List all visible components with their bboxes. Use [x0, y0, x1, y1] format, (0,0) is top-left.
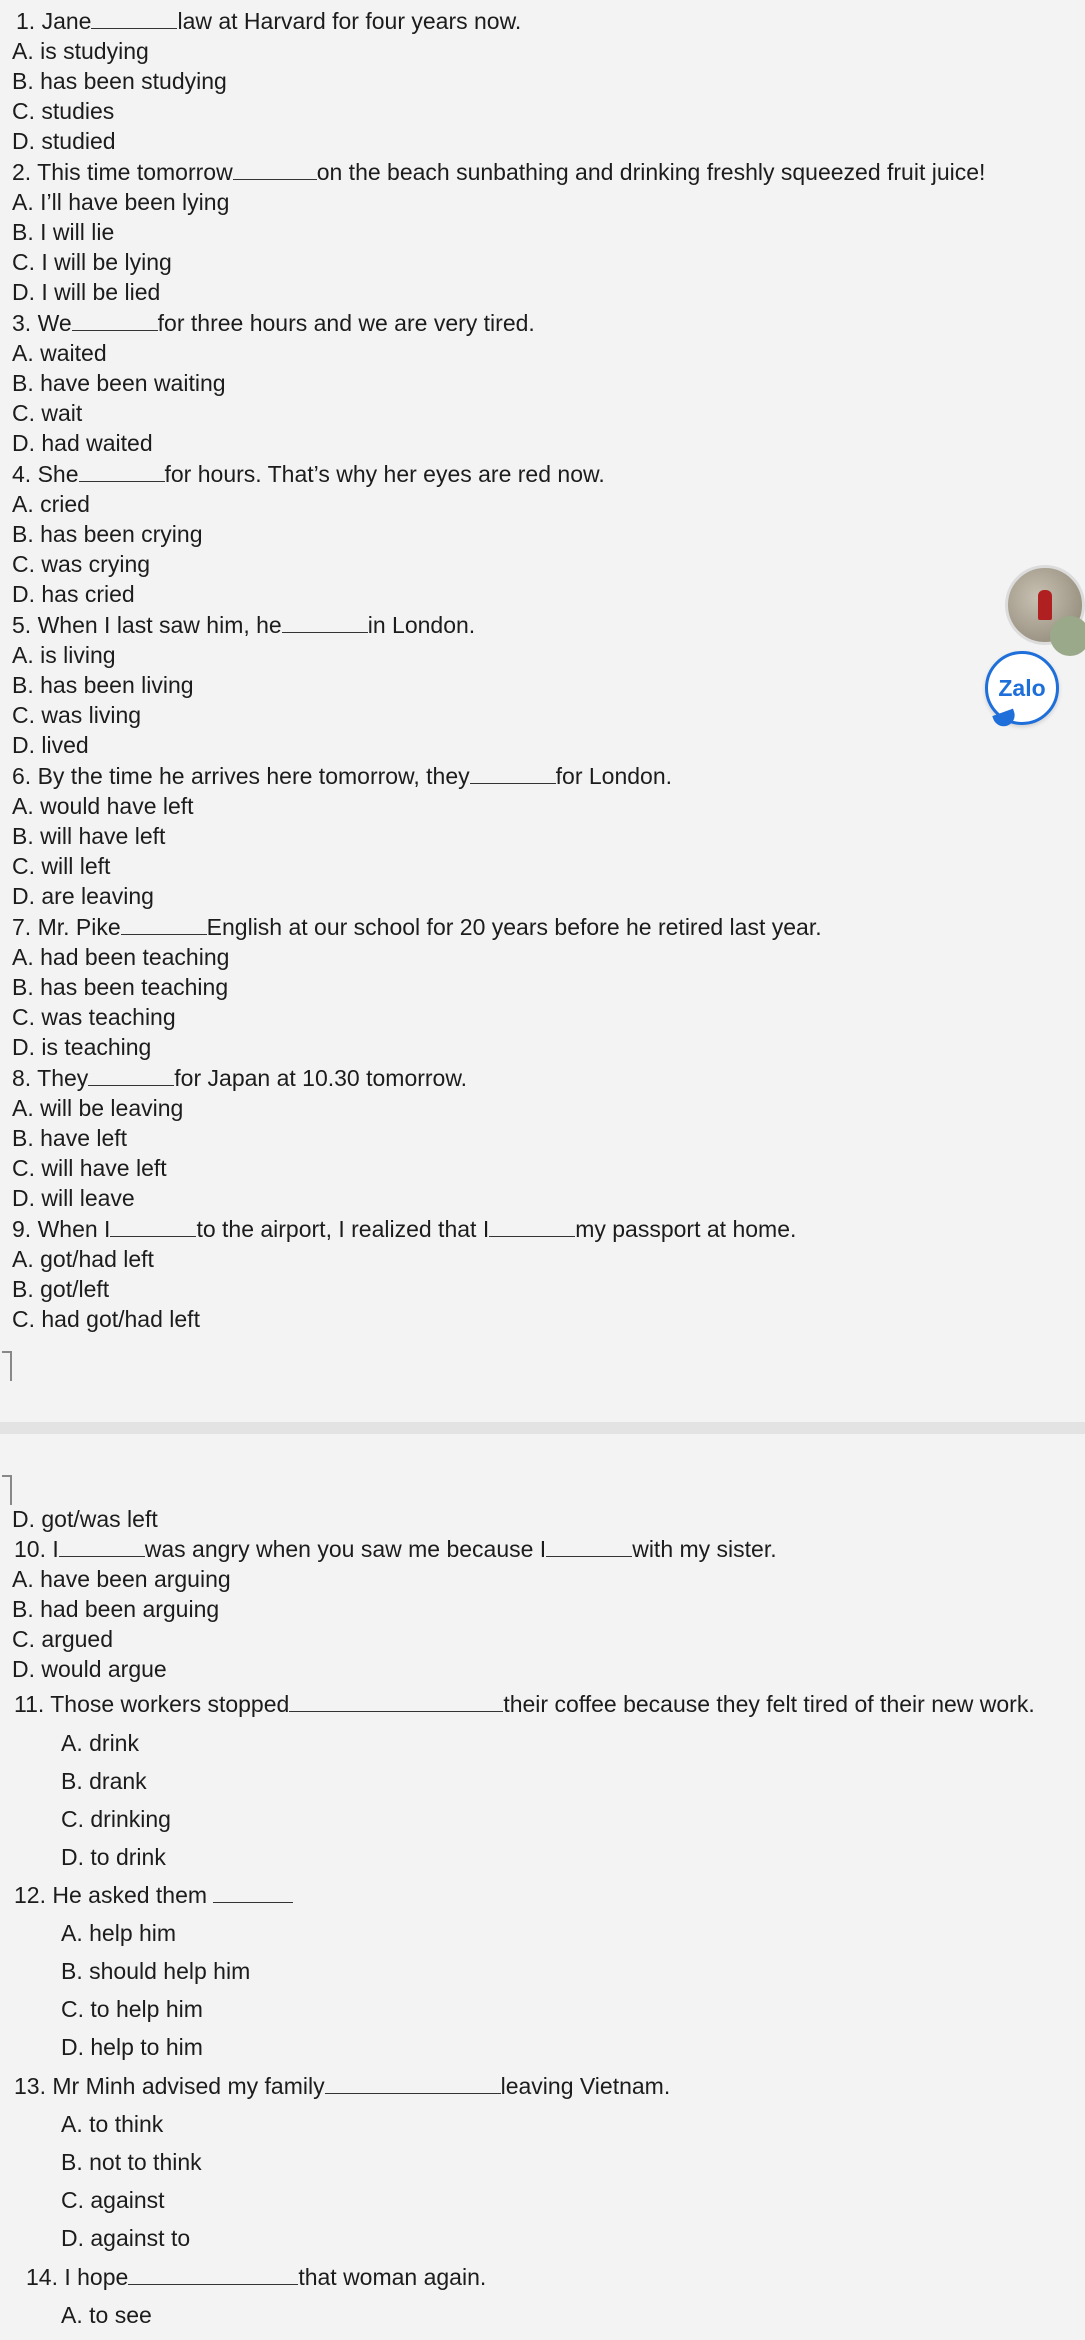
option-8b: B. have left: [12, 1125, 128, 1151]
contact-avatar[interactable]: [1005, 565, 1085, 645]
option-6d: D. are leaving: [12, 883, 154, 909]
option-7b: B. has been teaching: [12, 974, 229, 1000]
option-11b: B. drank: [61, 1768, 147, 1794]
question-8: 8. They for Japan at 10.30 tomorrow.: [12, 1065, 468, 1091]
answer-blank: [72, 310, 158, 331]
option-4a: A. cried: [12, 491, 90, 517]
option-11a: A. drink: [61, 1730, 139, 1756]
option-12d: D. help to him: [61, 2034, 203, 2060]
option-13a: A. to think: [61, 2111, 164, 2137]
option-3d: D. had waited: [12, 430, 153, 456]
question-1: 1. Jane law at Harvard for four years now.: [16, 8, 522, 34]
zalo-chat-button[interactable]: [985, 651, 1059, 725]
option-9c: C. had got/had left: [12, 1306, 200, 1332]
text-cursor-mark: [10, 1351, 12, 1381]
question-2: 2. This time tomorrow on the beach sunbathing and drinking freshly squeezed fruit juice!: [12, 159, 986, 185]
answer-blank: [59, 1536, 145, 1557]
option-3c: C. wait: [12, 400, 83, 426]
question-9: 9. When I to the airport, I realized that I my passport at home.: [12, 1216, 797, 1242]
text-cursor-mark: [10, 1475, 12, 1505]
option-4c: C. was crying: [12, 551, 151, 577]
page-separator: [0, 1422, 1085, 1434]
question-14: 14. I hope that woman again.: [26, 2264, 487, 2290]
option-3a: A. waited: [12, 340, 107, 366]
question-4: 4. She for hours. That’s why her eyes are red now.: [12, 461, 605, 487]
question-10: 10. I was angry when you saw me because I with my sister.: [14, 1536, 777, 1562]
option-11d: D. to drink: [61, 1844, 166, 1870]
option-9d: D. got/was left: [12, 1506, 158, 1532]
option-12c: C. to help him: [61, 1996, 203, 2022]
option-2a: A. I’ll have been lying: [12, 189, 230, 215]
answer-blank: [213, 1882, 293, 1903]
option-6c: C. will left: [12, 853, 111, 879]
option-10a: A. have been arguing: [12, 1566, 231, 1592]
question-12: 12. He asked them: [14, 1880, 293, 1910]
answer-blank: [325, 2073, 501, 2094]
option-13d: D. against to: [61, 2225, 191, 2251]
option-13b: B. not to think: [61, 2149, 202, 2175]
option-10d: D. would argue: [12, 1656, 167, 1682]
option-1a: A. is studying: [12, 38, 149, 64]
option-3b: B. have been waiting: [12, 370, 226, 396]
answer-blank: [121, 914, 207, 935]
question-11: 11. Those workers stopped their coffee because they felt tired of their new work.: [14, 1691, 1035, 1717]
option-5d: D. lived: [12, 732, 89, 758]
option-1d: D. studied: [12, 128, 116, 154]
question-7: 7. Mr. Pike English at our school for 20 years before he retired last year.: [12, 914, 822, 940]
answer-blank: [233, 159, 317, 180]
option-13c: C. against: [61, 2187, 165, 2213]
option-1b: B. has been studying: [12, 68, 227, 94]
option-8d: D. will leave: [12, 1185, 135, 1211]
answer-blank: [289, 1691, 503, 1712]
option-10b: B. had been arguing: [12, 1596, 220, 1622]
option-1c: C. studies: [12, 98, 115, 124]
option-8c: C. will have left: [12, 1155, 167, 1181]
answer-blank: [91, 8, 177, 29]
option-14a: A. to see: [61, 2302, 152, 2328]
answer-blank: [110, 1216, 196, 1237]
zalo-floating-widget: [983, 565, 1085, 725]
document-page-2: [0, 1434, 1085, 2340]
option-8a: A. will be leaving: [12, 1095, 184, 1121]
option-4b: B. has been crying: [12, 521, 203, 547]
option-4d: D. has cried: [12, 581, 135, 607]
option-7a: A. had been teaching: [12, 944, 230, 970]
option-9a: A. got/had left: [12, 1246, 154, 1272]
answer-blank: [282, 612, 368, 633]
answer-blank: [128, 2264, 298, 2285]
question-13: 13. Mr Minh advised my family leaving Vietnam.: [14, 2073, 671, 2099]
option-2c: C. I will be lying: [12, 249, 172, 275]
option-5a: A. is living: [12, 642, 116, 668]
answer-blank: [546, 1536, 632, 1557]
option-10c: C. argued: [12, 1626, 114, 1652]
option-5c: C. was living: [12, 702, 142, 728]
question-3: 3. We for three hours and we are very tired.: [12, 310, 535, 336]
option-9b: B. got/left: [12, 1276, 110, 1302]
zalo-label: Zalo: [998, 674, 1046, 701]
question-5: 5. When I last saw him, he in London.: [12, 612, 476, 638]
option-2b: B. I will lie: [12, 219, 115, 245]
answer-blank: [470, 763, 556, 784]
answer-blank: [88, 1065, 174, 1086]
question-6: 6. By the time he arrives here tomorrow, they for London.: [12, 763, 673, 789]
option-6b: B. will have left: [12, 823, 166, 849]
option-7c: C. was teaching: [12, 1004, 176, 1030]
option-11c: C. drinking: [61, 1806, 171, 1832]
option-7d: D. is teaching: [12, 1034, 152, 1060]
answer-blank: [489, 1216, 575, 1237]
option-6a: A. would have left: [12, 793, 194, 819]
answer-blank: [79, 461, 165, 482]
option-5b: B. has been living: [12, 672, 194, 698]
option-12a: A. help him: [61, 1920, 177, 1946]
option-2d: D. I will be lied: [12, 279, 161, 305]
option-12b: B. should help him: [61, 1958, 251, 1984]
